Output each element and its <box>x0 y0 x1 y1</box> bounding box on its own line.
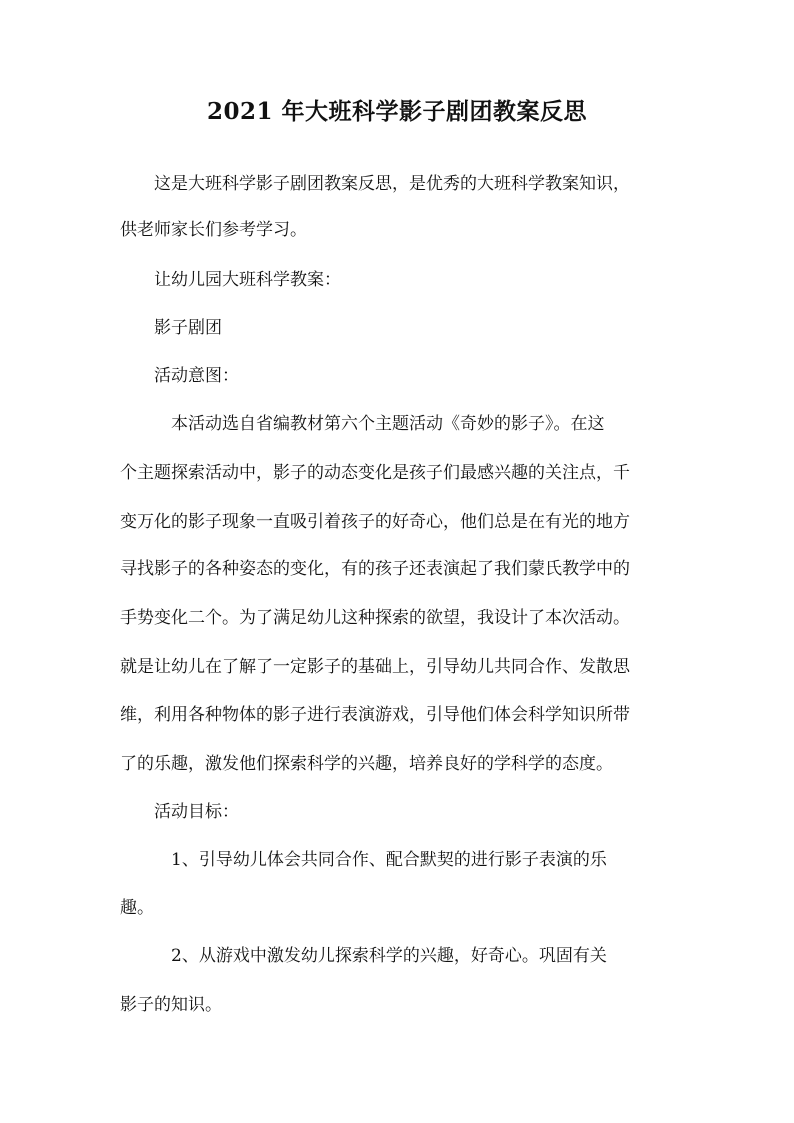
paragraph-line: 寻找影子的各种姿态的变化，有的孩子还表演起了我们蒙氏教学中的 <box>120 559 630 579</box>
paragraph-line: 影子剧团 <box>120 318 222 338</box>
paragraph-line: 变万化的影子现象一直吸引着孩子的好奇心，他们总是在有光的地方 <box>120 512 630 532</box>
paragraph-line: 就是让幼儿在了解了一定影子的基础上，引导幼儿共同合作、发散思 <box>120 657 630 677</box>
document-title: 2021 年大班科学影子剧团教案反思 <box>206 98 588 125</box>
paragraph-line: 趣。 <box>120 898 154 918</box>
paragraph-line: 2、从游戏中激发幼儿探索科学的兴趣，好奇心。巩固有关 <box>120 946 607 966</box>
paragraph-line: 这是大班科学影子剧团教案反思，是优秀的大班科学教案知识， <box>120 174 630 194</box>
paragraph-line: 让幼儿园大班科学教案： <box>120 270 341 290</box>
paragraph-line: 活动目标： <box>120 802 239 822</box>
paragraph-line: 本活动选自省编教材第六个主题活动《奇妙的影子》。在这 <box>120 414 605 434</box>
paragraph-line: 供老师家长们参考学习。 <box>120 220 307 240</box>
paragraph-line: 维，利用各种物体的影子进行表演游戏，引导他们体会科学知识所带 <box>120 705 630 725</box>
paragraph-line: 手势变化二个。为了满足幼儿这种探索的欲望，我设计了本次活动。 <box>120 608 630 628</box>
paragraph-line: 了的乐趣，激发他们探索科学的兴趣，培养良好的学科学的态度。 <box>120 754 613 774</box>
paragraph-line: 1、引导幼儿体会共同合作、配合默契的进行影子表演的乐 <box>120 850 607 870</box>
paragraph-line: 影子的知识。 <box>120 995 222 1015</box>
paragraph-line: 个主题探索活动中，影子的动态变化是孩子们最感兴趣的关注点，千 <box>120 463 630 483</box>
paragraph-line: 活动意图： <box>120 366 239 386</box>
